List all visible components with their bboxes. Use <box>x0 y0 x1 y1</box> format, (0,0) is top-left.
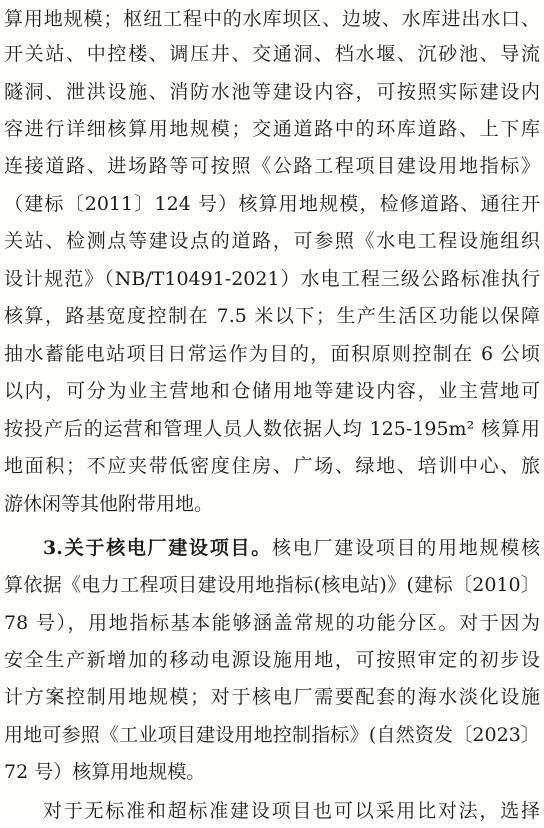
paragraph-line: 隧洞、泄洪设施、消防水池等建设内容，可按照实际建设内 <box>4 81 540 103</box>
paragraph-line: 78 号），用地指标基本能够涵盖常规的功能分区。对于因为 <box>4 612 540 634</box>
paragraph-line: 用地可参照《工业项目建设用地控制指标》(自然资发〔2023〕 <box>4 724 540 746</box>
section-heading-line <box>43 531 540 565</box>
paragraph-line: 72 号）核算用地规模。 <box>4 761 206 783</box>
paragraph-line: 算依据《电力工程项目建设用地指标(核电站)》(建标〔2010〕 <box>4 574 540 596</box>
paragraph-line: 按投产后的运营和管理人员人数依据人均 125-195m² 核算用 <box>4 418 540 440</box>
section-heading-continuation: 核电厂建设项目的用地规模核 <box>272 537 540 559</box>
paragraph-line: 以内，可分为业主营地和仓储用地等建设内容，业主营地可 <box>4 380 540 402</box>
paragraph-line: 开关站、中控楼、调压井、交通洞、档水堰、沉砂池、导流 <box>4 43 540 65</box>
section-heading: 3.关于核电厂建设项目。 <box>43 537 273 559</box>
paragraph-line: 抽水蓄能电站项目日常运作为目的，面积原则控制在 6 公顷 <box>4 343 540 365</box>
paragraph-line: 关站、检测点等建设点的道路，可参照《水电工程设施组织 <box>4 230 540 252</box>
paragraph-line: 设计规范》（NB/T10491-2021）水电工程三级公路标准执行 <box>4 268 540 290</box>
paragraph-line: 容进行详细核算用地规模；交通道路中的环库道路、上下库 <box>4 118 540 140</box>
paragraph-line: 核算，路基宽度控制在 7.5 米以下；生产生活区功能以保障 <box>4 305 540 327</box>
paragraph-line: （建标〔2011〕124 号）核算用地规模，检修道路、通往开 <box>4 193 540 215</box>
paragraph-line: 游休闲等其他附带用地。 <box>4 493 214 515</box>
paragraph-line: 地面积；不应夹带低密度住房、广场、绿地、培训中心、旅 <box>4 455 540 477</box>
paragraph-line: 算用地规模；枢纽工程中的水库坝区、边坡、水库进出水口、 <box>4 8 540 30</box>
paragraph-line: 计方案控制用地规模；对于核电厂需要配套的海水淡化设施 <box>4 686 540 708</box>
paragraph-line: 安全生产新增加的移动电源设施用地，可按照审定的初步设 <box>4 649 540 671</box>
paragraph-line: 连接道路、进场路等可按照《公路工程项目建设用地指标》 <box>4 155 540 177</box>
paragraph-line: 对于无标准和超标准建设项目也可以采用比对法，选择 <box>43 800 540 822</box>
